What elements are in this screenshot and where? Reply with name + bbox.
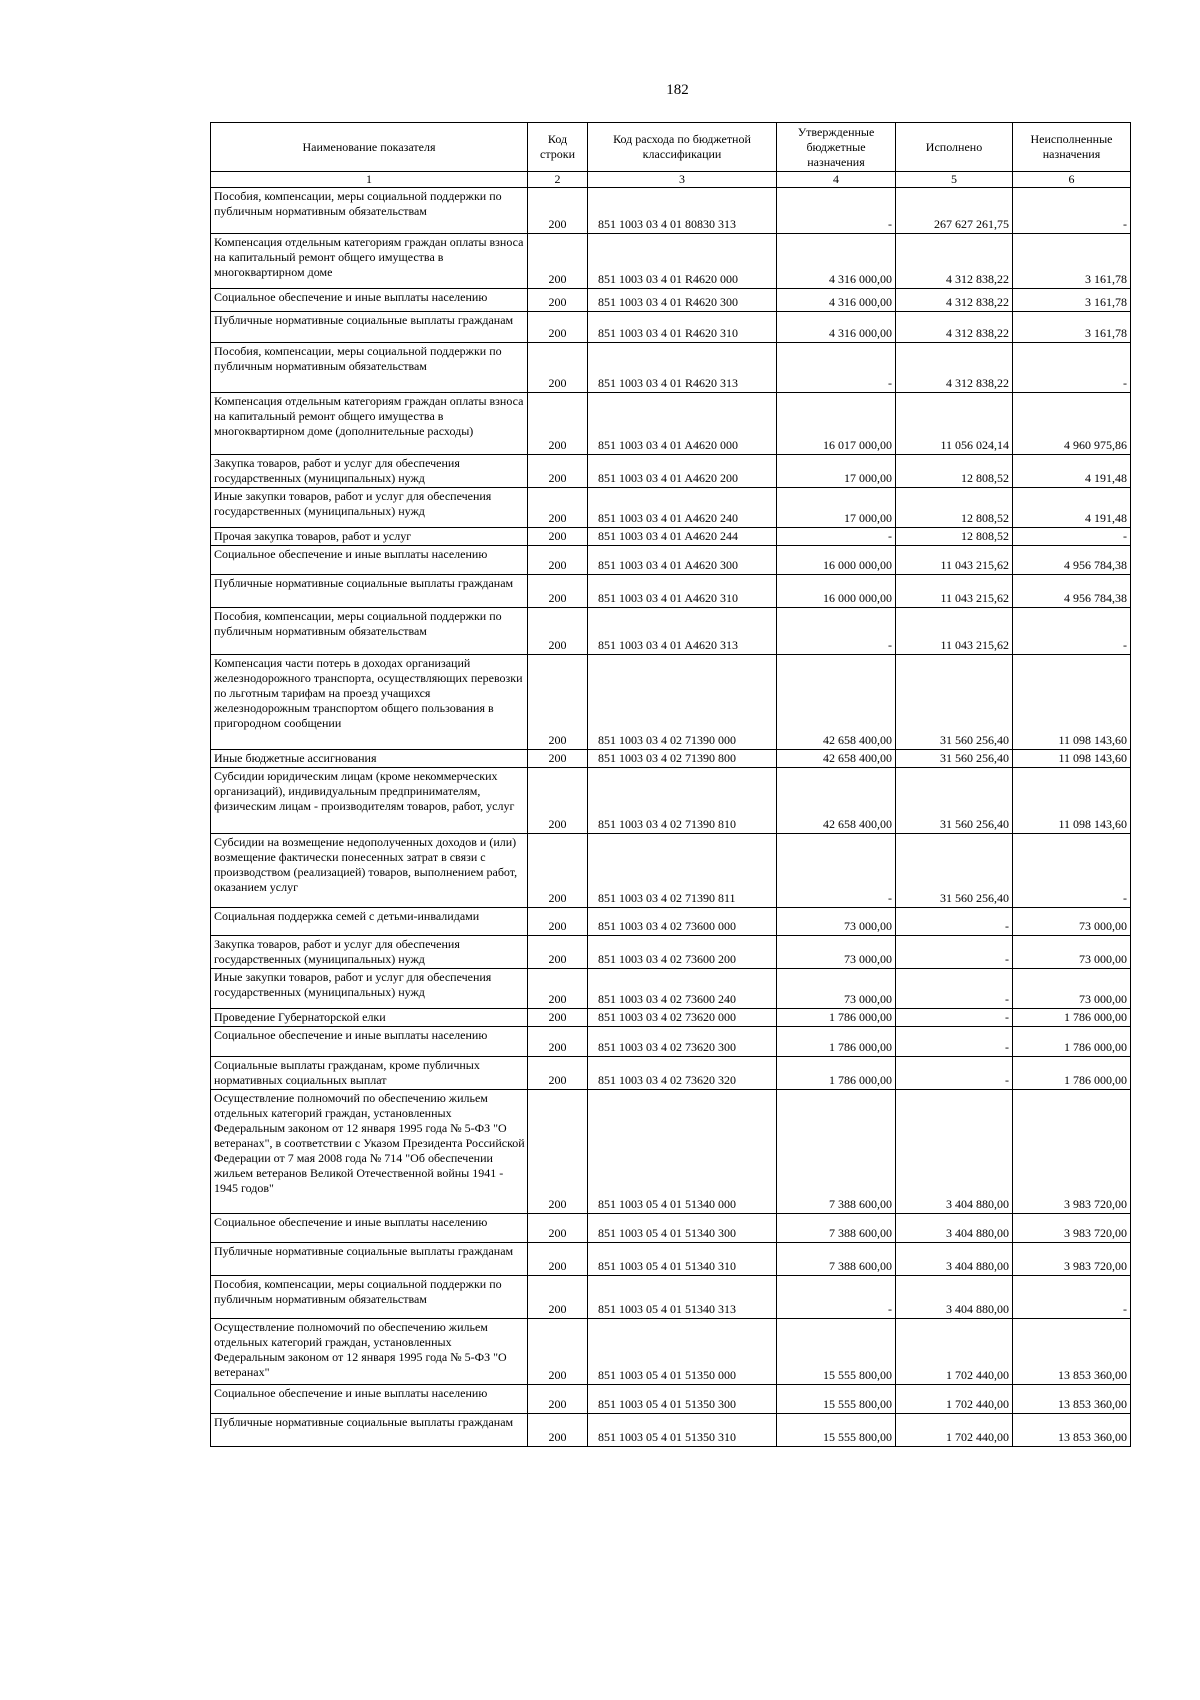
column-numbers-row (211, 172, 1131, 188)
row-line-code: 200 (528, 1414, 588, 1447)
table-row (211, 834, 1131, 908)
table-row (211, 1276, 1131, 1319)
row-executed-value: 1 702 440,00 (896, 1319, 1013, 1385)
row-unexecuted-value: 73 000,00 (1013, 969, 1131, 1009)
row-executed-value: 31 560 256,40 (896, 768, 1013, 834)
row-line-code: 200 (528, 1276, 588, 1319)
row-executed-value: 31 560 256,40 (896, 834, 1013, 908)
row-line-code: 200 (528, 343, 588, 393)
header-executed: Исполнено (896, 123, 1013, 172)
row-approved-value: 7 388 600,00 (777, 1243, 896, 1276)
row-budget-code: 851 1003 03 4 02 73620 320 (588, 1057, 777, 1090)
row-approved-value: 7 388 600,00 (777, 1090, 896, 1214)
row-unexecuted-value: 4 191,48 (1013, 455, 1131, 488)
row-approved-value: 1 786 000,00 (777, 1027, 896, 1057)
row-budget-code: 851 1003 05 4 01 51340 313 (588, 1276, 777, 1319)
row-executed-value: 3 404 880,00 (896, 1276, 1013, 1319)
row-executed-value: - (896, 936, 1013, 969)
row-line-code: 200 (528, 936, 588, 969)
row-indicator-name: Публичные нормативные социальные выплаты гражданам (211, 1243, 528, 1276)
row-budget-code: 851 1003 05 4 01 51350 300 (588, 1385, 777, 1414)
row-indicator-name: Публичные нормативные социальные выплаты гражданам (211, 1414, 528, 1447)
row-budget-code: 851 1003 03 4 02 71390 800 (588, 750, 777, 768)
row-approved-value: 16 000 000,00 (777, 546, 896, 575)
row-indicator-name: Субсидии юридическим лицам (кроме некоммерческих организаций), индивидуальным предпринимателям, физическим лицам - производителям товаров, работ, услуг (211, 768, 528, 834)
row-indicator-name: Социальное обеспечение и иные выплаты населению (211, 1385, 528, 1414)
column-number: 6 (1013, 172, 1131, 188)
row-approved-value: 4 316 000,00 (777, 312, 896, 343)
row-unexecuted-value: 3 161,78 (1013, 312, 1131, 343)
row-approved-value: 16 017 000,00 (777, 393, 896, 455)
row-budget-code: 851 1003 03 4 01 R4620 300 (588, 289, 777, 312)
table-body (211, 188, 1131, 1447)
table-row (211, 1214, 1131, 1243)
row-budget-code: 851 1003 03 4 01 R4620 000 (588, 234, 777, 289)
row-indicator-name: Социальное обеспечение и иные выплаты населению (211, 546, 528, 575)
row-approved-value: - (777, 528, 896, 546)
row-budget-code: 851 1003 03 4 02 73620 000 (588, 1009, 777, 1027)
row-budget-code: 851 1003 05 4 01 51340 000 (588, 1090, 777, 1214)
row-line-code: 200 (528, 546, 588, 575)
row-line-code: 200 (528, 1090, 588, 1214)
row-approved-value: 4 316 000,00 (777, 289, 896, 312)
table-row (211, 1090, 1131, 1214)
row-executed-value: - (896, 1009, 1013, 1027)
column-number: 5 (896, 172, 1013, 188)
row-indicator-name: Пособия, компенсации, меры социальной поддержки по публичным нормативным обязательствам (211, 608, 528, 655)
row-executed-value: 1 702 440,00 (896, 1385, 1013, 1414)
row-line-code: 200 (528, 655, 588, 750)
row-indicator-name: Компенсация отдельным категориям граждан оплаты взноса на капитальный ремонт общего имущества в многоквартирном доме (211, 234, 528, 289)
row-budget-code: 851 1003 03 4 02 73620 300 (588, 1027, 777, 1057)
row-line-code: 200 (528, 312, 588, 343)
row-executed-value: - (896, 908, 1013, 936)
row-budget-code: 851 1003 03 4 02 73600 200 (588, 936, 777, 969)
header-unexecuted: Неисполненные назначения (1013, 123, 1131, 172)
row-executed-value: 12 808,52 (896, 455, 1013, 488)
row-indicator-name: Прочая закупка товаров, работ и услуг (211, 528, 528, 546)
row-unexecuted-value: 1 786 000,00 (1013, 1057, 1131, 1090)
row-budget-code: 851 1003 03 4 02 73600 240 (588, 969, 777, 1009)
row-approved-value: - (777, 1276, 896, 1319)
table-row (211, 908, 1131, 936)
table-row (211, 1243, 1131, 1276)
row-line-code: 200 (528, 188, 588, 234)
row-executed-value: 3 404 880,00 (896, 1214, 1013, 1243)
table-row (211, 455, 1131, 488)
row-indicator-name: Социальное обеспечение и иные выплаты населению (211, 289, 528, 312)
row-line-code: 200 (528, 969, 588, 1009)
row-budget-code: 851 1003 03 4 01 80830 313 (588, 188, 777, 234)
table-row (211, 546, 1131, 575)
row-executed-value: - (896, 1027, 1013, 1057)
row-indicator-name: Иные закупки товаров, работ и услуг для обеспечения государственных (муниципальных) нужд (211, 488, 528, 528)
row-executed-value: 1 702 440,00 (896, 1414, 1013, 1447)
row-unexecuted-value: 3 161,78 (1013, 289, 1131, 312)
row-approved-value: 7 388 600,00 (777, 1214, 896, 1243)
table-row (211, 312, 1131, 343)
row-approved-value: 42 658 400,00 (777, 655, 896, 750)
row-budget-code: 851 1003 03 4 02 71390 811 (588, 834, 777, 908)
row-unexecuted-value: - (1013, 343, 1131, 393)
row-budget-code: 851 1003 03 4 01 A4620 200 (588, 455, 777, 488)
row-indicator-name: Компенсация части потерь в доходах организаций железнодорожного транспорта, осуществляющих перевозки по льготным тарифам на проезд учащихся железнодорожным транспортом общего пользования в пригородном сообщении (211, 655, 528, 750)
row-indicator-name: Публичные нормативные социальные выплаты гражданам (211, 312, 528, 343)
row-line-code: 200 (528, 575, 588, 608)
row-line-code: 200 (528, 1319, 588, 1385)
row-line-code: 200 (528, 608, 588, 655)
row-budget-code: 851 1003 03 4 01 R4620 313 (588, 343, 777, 393)
header-indicator-name: Наименование показателя (211, 123, 528, 172)
table-row (211, 1414, 1131, 1447)
row-indicator-name: Публичные нормативные социальные выплаты гражданам (211, 575, 528, 608)
row-indicator-name: Социальное обеспечение и иные выплаты населению (211, 1214, 528, 1243)
row-budget-code: 851 1003 03 4 02 73600 000 (588, 908, 777, 936)
row-indicator-name: Субсидии на возмещение недополученных доходов и (или) возмещение фактически понесенных затрат в связи с производством (реализацией) товаров, выполнением работ, оказанием услуг (211, 834, 528, 908)
row-budget-code: 851 1003 03 4 01 A4620 000 (588, 393, 777, 455)
row-executed-value: 4 312 838,22 (896, 343, 1013, 393)
row-budget-code: 851 1003 03 4 01 A4620 300 (588, 546, 777, 575)
row-unexecuted-value: 4 191,48 (1013, 488, 1131, 528)
header-budget-classification-code: Код расхода по бюджетной классификации (588, 123, 777, 172)
row-unexecuted-value: 11 098 143,60 (1013, 750, 1131, 768)
row-line-code: 200 (528, 1385, 588, 1414)
row-line-code: 200 (528, 1027, 588, 1057)
row-executed-value: 31 560 256,40 (896, 655, 1013, 750)
row-line-code: 200 (528, 1214, 588, 1243)
table-row (211, 608, 1131, 655)
row-indicator-name: Иные закупки товаров, работ и услуг для обеспечения государственных (муниципальных) нужд (211, 969, 528, 1009)
row-line-code: 200 (528, 908, 588, 936)
row-line-code: 200 (528, 528, 588, 546)
row-indicator-name: Закупка товаров, работ и услуг для обеспечения государственных (муниципальных) нужд (211, 936, 528, 969)
row-line-code: 200 (528, 234, 588, 289)
row-indicator-name: Социальное обеспечение и иные выплаты населению (211, 1027, 528, 1057)
row-unexecuted-value: 4 956 784,38 (1013, 546, 1131, 575)
row-approved-value: 16 000 000,00 (777, 575, 896, 608)
table-row (211, 488, 1131, 528)
row-line-code: 200 (528, 289, 588, 312)
column-number: 3 (588, 172, 777, 188)
row-line-code: 200 (528, 393, 588, 455)
row-executed-value: - (896, 1057, 1013, 1090)
row-indicator-name: Закупка товаров, работ и услуг для обеспечения государственных (муниципальных) нужд (211, 455, 528, 488)
row-approved-value: 42 658 400,00 (777, 750, 896, 768)
row-line-code: 200 (528, 750, 588, 768)
column-number: 1 (211, 172, 528, 188)
row-unexecuted-value: - (1013, 608, 1131, 655)
row-budget-code: 851 1003 03 4 02 71390 000 (588, 655, 777, 750)
table-row (211, 768, 1131, 834)
row-approved-value: 15 555 800,00 (777, 1319, 896, 1385)
header-line-code: Код строки (528, 123, 588, 172)
row-budget-code: 851 1003 05 4 01 51340 310 (588, 1243, 777, 1276)
row-line-code: 200 (528, 488, 588, 528)
row-approved-value: - (777, 608, 896, 655)
row-executed-value: 3 404 880,00 (896, 1090, 1013, 1214)
row-unexecuted-value: 1 786 000,00 (1013, 1027, 1131, 1057)
row-line-code: 200 (528, 455, 588, 488)
row-approved-value: 1 786 000,00 (777, 1057, 896, 1090)
row-executed-value: 12 808,52 (896, 528, 1013, 546)
row-approved-value: 1 786 000,00 (777, 1009, 896, 1027)
row-budget-code: 851 1003 05 4 01 51350 310 (588, 1414, 777, 1447)
row-indicator-name: Осуществление полномочий по обеспечению жильем отдельных категорий граждан, установленных Федеральным законом от 12 января 1995 года № 5-ФЗ "О ветеранах" (211, 1319, 528, 1385)
row-indicator-name: Социальные выплаты гражданам, кроме публичных нормативных социальных выплат (211, 1057, 528, 1090)
table-row (211, 750, 1131, 768)
row-unexecuted-value: - (1013, 528, 1131, 546)
row-indicator-name: Компенсация отдельным категориям граждан оплаты взноса на капитальный ремонт общего имущества в многоквартирном доме (дополнительные расходы) (211, 393, 528, 455)
row-unexecuted-value: - (1013, 834, 1131, 908)
row-approved-value: - (777, 834, 896, 908)
row-executed-value: 11 043 215,62 (896, 575, 1013, 608)
row-approved-value: 73 000,00 (777, 908, 896, 936)
table-row (211, 575, 1131, 608)
row-unexecuted-value: 1 786 000,00 (1013, 1009, 1131, 1027)
row-unexecuted-value: 3 983 720,00 (1013, 1243, 1131, 1276)
row-unexecuted-value: 3 161,78 (1013, 234, 1131, 289)
row-indicator-name: Пособия, компенсации, меры социальной поддержки по публичным нормативным обязательствам (211, 343, 528, 393)
row-unexecuted-value: 3 983 720,00 (1013, 1214, 1131, 1243)
row-approved-value: 73 000,00 (777, 969, 896, 1009)
row-unexecuted-value: 73 000,00 (1013, 908, 1131, 936)
row-line-code: 200 (528, 834, 588, 908)
page-number: 182 (666, 82, 689, 98)
row-line-code: 200 (528, 1243, 588, 1276)
row-unexecuted-value: 11 098 143,60 (1013, 655, 1131, 750)
row-budget-code: 851 1003 03 4 01 A4620 313 (588, 608, 777, 655)
table-row (211, 528, 1131, 546)
row-budget-code: 851 1003 03 4 01 A4620 310 (588, 575, 777, 608)
row-executed-value: - (896, 969, 1013, 1009)
row-executed-value: 4 312 838,22 (896, 312, 1013, 343)
table-row (211, 1009, 1131, 1027)
row-budget-code: 851 1003 03 4 01 A4620 240 (588, 488, 777, 528)
table-row (211, 1027, 1131, 1057)
row-approved-value: 73 000,00 (777, 936, 896, 969)
row-approved-value: 15 555 800,00 (777, 1385, 896, 1414)
row-executed-value: 11 056 024,14 (896, 393, 1013, 455)
row-unexecuted-value: 4 956 784,38 (1013, 575, 1131, 608)
row-unexecuted-value: 4 960 975,86 (1013, 393, 1131, 455)
header-approved: Утвержденные бюджетные назначения (777, 123, 896, 172)
column-number: 2 (528, 172, 588, 188)
row-executed-value: 267 627 261,75 (896, 188, 1013, 234)
row-indicator-name: Осуществление полномочий по обеспечению жильем отдельных категорий граждан, установленных Федеральным законом от 12 января 1995 года № 5-ФЗ "О ветеранах", в соответствии с Указом Президента Российской Федерации от 7 мая 2008 года № 714 "Об обеспечении жильем ветеранов Великой Отечественной войны 1941 - 1945 годов" (211, 1090, 528, 1214)
table-row (211, 1319, 1131, 1385)
table-row (211, 1057, 1131, 1090)
row-line-code: 200 (528, 1057, 588, 1090)
row-indicator-name: Иные бюджетные ассигнования (211, 750, 528, 768)
table-row (211, 188, 1131, 234)
row-budget-code: 851 1003 03 4 01 A4620 244 (588, 528, 777, 546)
table-row (211, 289, 1131, 312)
row-approved-value: 15 555 800,00 (777, 1414, 896, 1447)
row-executed-value: 11 043 215,62 (896, 608, 1013, 655)
row-unexecuted-value: 13 853 360,00 (1013, 1385, 1131, 1414)
table-header-row (211, 123, 1131, 172)
row-indicator-name: Пособия, компенсации, меры социальной поддержки по публичным нормативным обязательствам (211, 1276, 528, 1319)
budget-execution-table (210, 122, 1131, 1447)
row-executed-value: 11 043 215,62 (896, 546, 1013, 575)
row-approved-value: 17 000,00 (777, 455, 896, 488)
row-indicator-name: Пособия, компенсации, меры социальной поддержки по публичным нормативным обязательствам (211, 188, 528, 234)
row-budget-code: 851 1003 03 4 02 71390 810 (588, 768, 777, 834)
row-unexecuted-value: 3 983 720,00 (1013, 1090, 1131, 1214)
table-row (211, 343, 1131, 393)
table-row (211, 969, 1131, 1009)
row-executed-value: 4 312 838,22 (896, 234, 1013, 289)
row-unexecuted-value: 73 000,00 (1013, 936, 1131, 969)
table-row (211, 655, 1131, 750)
row-approved-value: - (777, 188, 896, 234)
row-executed-value: 12 808,52 (896, 488, 1013, 528)
row-line-code: 200 (528, 1009, 588, 1027)
row-budget-code: 851 1003 03 4 01 R4620 310 (588, 312, 777, 343)
row-line-code: 200 (528, 768, 588, 834)
row-executed-value: 4 312 838,22 (896, 289, 1013, 312)
row-indicator-name: Проведение Губернаторской елки (211, 1009, 528, 1027)
row-unexecuted-value: 13 853 360,00 (1013, 1319, 1131, 1385)
row-approved-value: 42 658 400,00 (777, 768, 896, 834)
row-budget-code: 851 1003 05 4 01 51340 300 (588, 1214, 777, 1243)
table-row (211, 234, 1131, 289)
row-budget-code: 851 1003 05 4 01 51350 000 (588, 1319, 777, 1385)
column-number: 4 (777, 172, 896, 188)
table-row (211, 936, 1131, 969)
table-row (211, 393, 1131, 455)
row-executed-value: 3 404 880,00 (896, 1243, 1013, 1276)
row-unexecuted-value: 11 098 143,60 (1013, 768, 1131, 834)
row-approved-value: 17 000,00 (777, 488, 896, 528)
row-approved-value: - (777, 343, 896, 393)
row-unexecuted-value: - (1013, 1276, 1131, 1319)
row-indicator-name: Социальная поддержка семей с детьми-инвалидами (211, 908, 528, 936)
row-unexecuted-value: - (1013, 188, 1131, 234)
row-unexecuted-value: 13 853 360,00 (1013, 1414, 1131, 1447)
row-executed-value: 31 560 256,40 (896, 750, 1013, 768)
table-row (211, 1385, 1131, 1414)
row-approved-value: 4 316 000,00 (777, 234, 896, 289)
